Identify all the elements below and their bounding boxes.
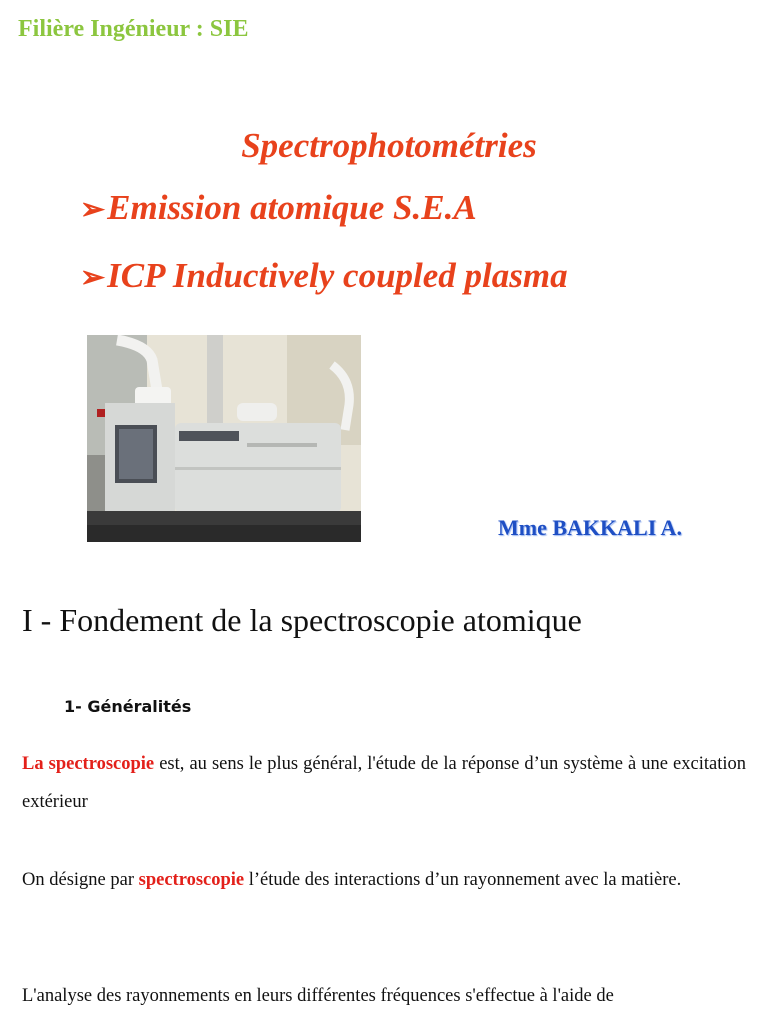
paragraph-analyse [22,977,746,1015]
bullet-emission [80,188,477,228]
highlight-term: La spectroscopie [22,754,155,774]
bullet-icp [80,256,568,296]
author-name: Mme BAKKALI A. [498,515,682,540]
filiere-heading: Filière Ingénieur : SIE [18,16,249,42]
bullet-emission-text: Emission atomique S.E.A [107,188,477,227]
icp-instrument-photo [87,335,361,542]
main-title: Spectrophotométries [241,126,537,165]
paragraph-spectroscopie-interactions [22,861,746,899]
section-title: I - Fondement de la spectroscopie atomique [22,602,582,638]
paragraph-spectroscopie-definition [22,745,746,821]
arrow-bullet-icon: ➢ [80,193,106,226]
bullet-icp-text: ICP Inductively coupled plasma [107,256,568,295]
paragraph-text: On désigne par [22,870,139,890]
highlight-term: spectroscopie [138,870,245,890]
paragraph-text: l’étude des interactions d’un rayonnement avec la matière. [244,870,682,890]
arrow-bullet-icon: ➢ [80,261,106,294]
paragraph-text: est, au sens le plus général, l'étude de la réponse d’un système à une excitation extérieur [22,754,746,812]
paragraph-text: L'analyse des rayonnements en leurs différentes fréquences s'effectue à l'aide de [22,986,614,1006]
subsection-title: 1- Généralités [64,697,192,716]
icp-instrument-illustration [87,335,361,542]
